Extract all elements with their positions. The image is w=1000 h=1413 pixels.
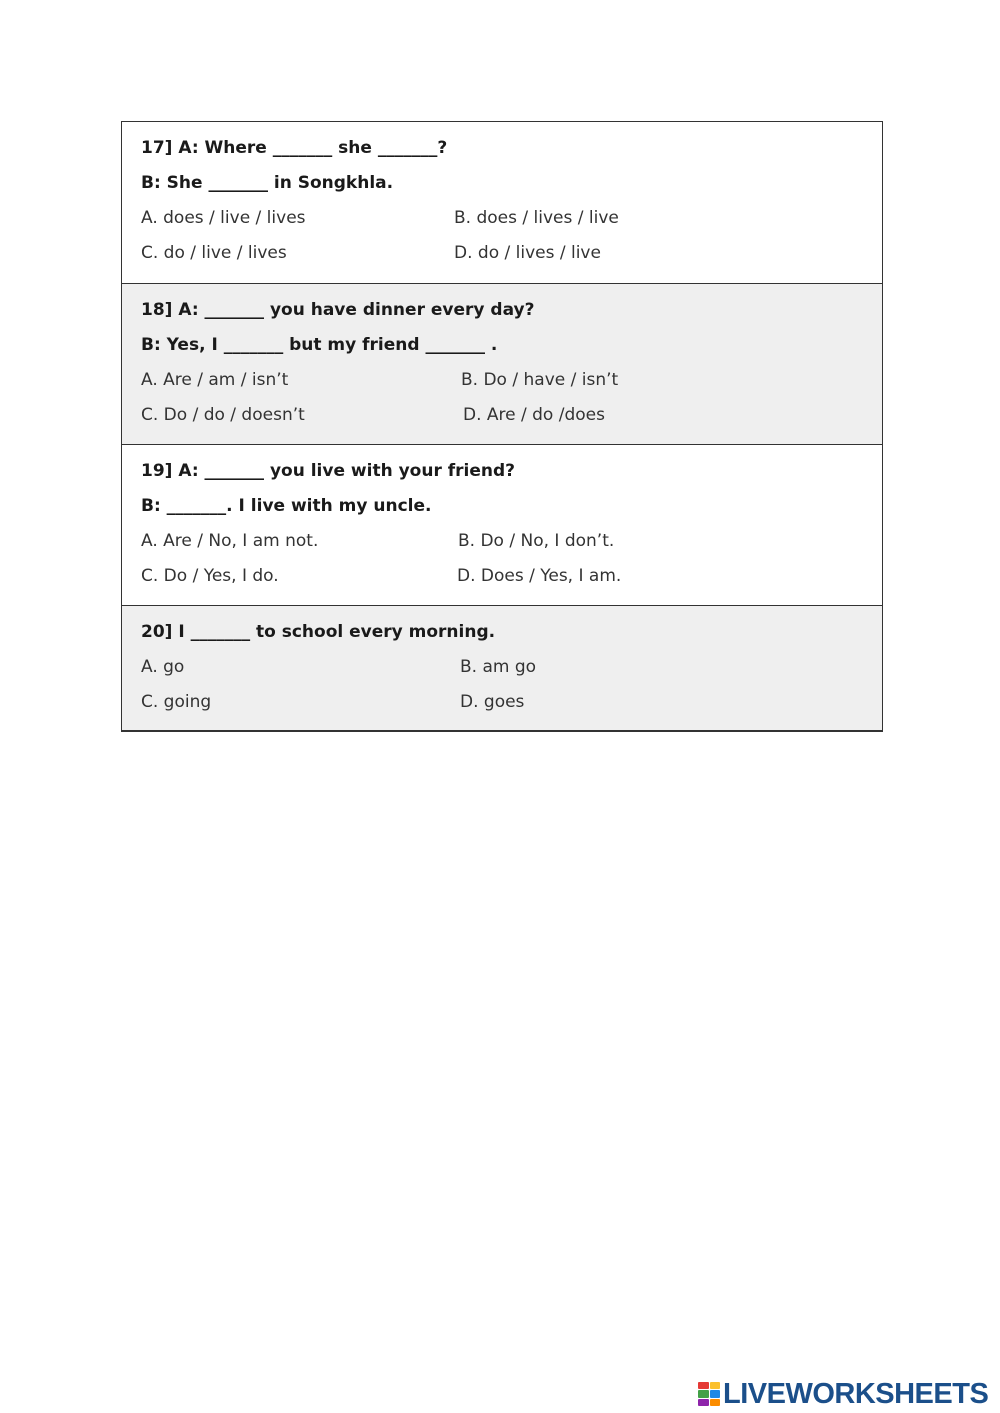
- question-20-option-d[interactable]: D. goes: [460, 692, 525, 712]
- question-20-prompt: 20] I _______ to school every morning.: [141, 622, 496, 642]
- question-20-option-c[interactable]: C. going: [141, 692, 212, 712]
- question-17-option-b[interactable]: B. does / lives / live: [454, 208, 619, 228]
- question-19-prompt-a: 19] A: _______ you live with your friend?: [141, 461, 516, 481]
- logo-text: LIVEWORKSHEETS: [723, 1377, 989, 1410]
- question-18-option-b[interactable]: B. Do / have / isn’t: [461, 370, 619, 390]
- question-17-option-d[interactable]: D. do / lives / live: [454, 243, 601, 263]
- question-18-option-a[interactable]: A. Are / am / isn’t: [141, 370, 289, 390]
- question-19-option-d[interactable]: D. Does / Yes, I am.: [457, 566, 622, 586]
- question-20-option-b[interactable]: B. am go: [460, 657, 537, 677]
- question-17-option-a[interactable]: A. does / live / lives: [141, 208, 306, 228]
- question-20: [122, 605, 882, 730]
- question-19-option-a[interactable]: A. Are / No, I am not.: [141, 531, 319, 551]
- question-18-option-d[interactable]: D. Are / do /does: [463, 405, 605, 425]
- question-18-prompt-b: B: Yes, I _______ but my friend _______ .: [141, 335, 498, 355]
- question-19-prompt-b: B: _______. I live with my uncle.: [141, 496, 432, 516]
- question-19-option-c[interactable]: C. Do / Yes, I do.: [141, 566, 279, 586]
- question-19-option-b[interactable]: B. Do / No, I don’t.: [458, 531, 615, 551]
- question-20-option-a[interactable]: A. go: [141, 657, 185, 677]
- question-17-prompt-a: 17] A: Where _______ she _______?: [141, 138, 448, 158]
- question-17: [122, 122, 882, 283]
- quiz-table: [121, 121, 883, 732]
- question-18-option-c[interactable]: C. Do / do / doesn’t: [141, 405, 305, 425]
- liveworksheets-logo: [698, 1379, 988, 1409]
- question-18-prompt-a: 18] A: _______ you have dinner every day?: [141, 300, 535, 320]
- question-17-option-c[interactable]: C. do / live / lives: [141, 243, 287, 263]
- logo-mark-icon: [698, 1382, 720, 1406]
- question-18: [122, 283, 882, 444]
- question-19: [122, 444, 882, 605]
- question-17-prompt-b: B: She _______ in Songkhla.: [141, 173, 394, 193]
